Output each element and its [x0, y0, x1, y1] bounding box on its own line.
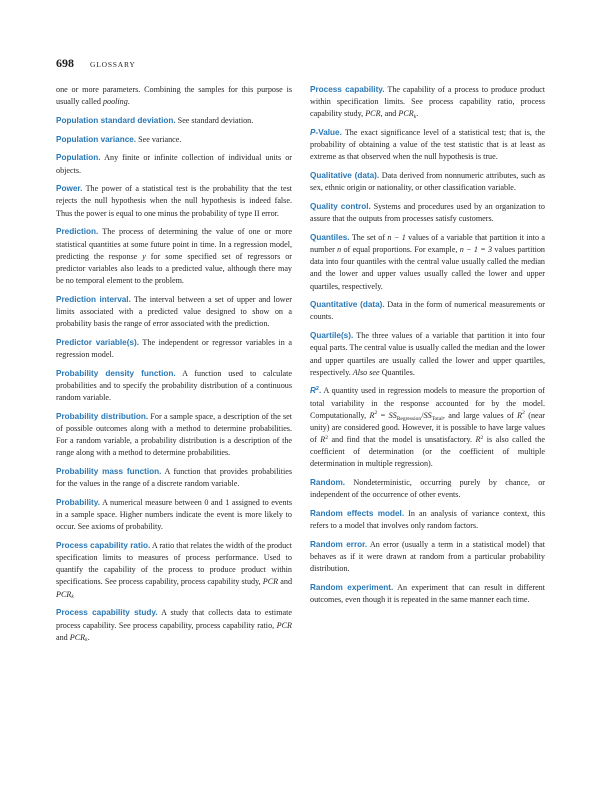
glossary-entry-power: Power. The power of a statistical test is the probability that the test rejects the null hypothesis when the null hypothesis is indeed false. Thus the power is equal to one minus the probability of type II error. [56, 184, 292, 218]
glossary-term: P-Value. [310, 128, 342, 138]
glossary-entry-probability-mass-function: Probability mass function. A function that provides probabilities for the values in the range of a discrete random variable. [56, 467, 292, 489]
glossary-term: Process capability study. [56, 608, 158, 618]
glossary-entry-predictor-variables: Predictor variable(s). The independent or regressor variables in a regression model. [56, 337, 292, 359]
glossary-entry-probability-distribution: Probability distribution. For a sample space, a description of the set of possible outcomes along with a method to determine probabilities. For a random variable, a probability distribution is a description of the range along with a method to determine probabilities. [56, 411, 292, 458]
glossary-entry-probability-density-function: Probability density function. A function used to calculate probabilities and to specify the probability distribution of a continuous random variable. [56, 368, 292, 403]
glossary-term: Random experiment. [310, 583, 394, 592]
glossary-term: Population variance. [56, 134, 137, 144]
glossary-term: Predictor variable(s). [56, 337, 139, 347]
glossary-term: Random effects model. [310, 509, 405, 519]
glossary-term: Power. [56, 184, 83, 194]
glossary-entry-continuation: one or more parameters. Combining the samples for this purpose is usually called pooling. [56, 85, 292, 107]
glossary-entry-process-capability: Process capability. The capability of a process to produce product within specification limits. See process capability ratio, process capability study, PCR, and $PCR_k$. [310, 85, 545, 121]
glossary-entry-random-error: Random error. An error (usually a term in a statistical model) that behaves as if it were drawn at random from a particular probability distribution. [310, 539, 545, 574]
left-column [56, 84, 292, 650]
right-column [310, 84, 545, 613]
glossary-entry-prediction: Prediction. The process of determining the value of one or more statistical quantities at some future point in time. In a regression model, predicting the response y for some specified set of regressors or predictor variables also leads to a predicted value, although there may be no temporal element to the problem. [56, 227, 293, 285]
glossary-entry-quality-control: Quality control. Systems and procedures used by an organization to assure that the outputs from processes satisfy customers. [310, 202, 545, 224]
glossary-entry-random-effects-model: Random effects model. In an analysis of variance context, this refers to a model that involves only random factors. [310, 509, 545, 531]
glossary-term: Random. [310, 478, 346, 488]
glossary-entry-process-capability-study: Process capability study. A study that collects data to estimate process capability. See process capability, process capability ratio, PCR and $PCR_k$. [56, 608, 292, 644]
glossary-term: Probability density function. [56, 368, 176, 378]
glossary-entry-population-variance: Population variance. See variance. [56, 134, 182, 144]
glossary-term: Prediction interval. [56, 294, 131, 304]
glossary-term: Quantiles. [310, 232, 350, 242]
glossary-term: $R^2$. [310, 385, 322, 396]
glossary-term: Probability. [56, 497, 100, 507]
glossary-term: Population standard deviation. [56, 115, 176, 125]
glossary-entry-quantiles: Quantiles. The set of n − 1 values of a variable that partition it into a number n of equal proportions. For example, n − 1 = 3 values partition data into four quantiles with the central value usually called the median and the lower and upper values usually called the lower and upper quartiles, respectively. [310, 232, 545, 291]
glossary-term: Process capability ratio. [56, 540, 151, 550]
glossary-term: Probability mass function. [56, 467, 162, 476]
glossary-term: Quality control. [310, 202, 371, 212]
glossary-term: Population. [56, 153, 101, 163]
glossary-term: Qualitative (data). [310, 171, 380, 181]
glossary-term: Quantitative (data). [310, 300, 385, 310]
glossary-entry-p-value: P-Value. The exact significance level of a statistical test; that is, the probability of obtaining a value of the test statistic that is at least as extreme as that observed when the null hypothesis is true. [310, 128, 545, 162]
glossary-term: Probability distribution. [56, 411, 149, 421]
glossary-term: Process capability. [310, 85, 385, 94]
glossary-entry-prediction-interval: Prediction interval. The interval between a set of upper and lower limits associated with a predicted value designed to show on a probability basis the range of error associated with the prediction. [56, 294, 292, 329]
glossary-entry-quantitative-data: Quantitative (data). Data in the form of numerical measurements or counts. [310, 300, 546, 322]
glossary-entry-process-capability-ratio: Process capability ratio. A ratio that relates the width of the product specification limits to measures of process performance. Used to quantify the capability of the process to produce product within specifications. See process capability, process capability study, PCR and $PCR_k$ [56, 540, 293, 601]
glossary-entry-probability: Probability. A numerical measure between 0 and 1 assigned to events in a sample space. Higher numbers indicate the event is more likely to occur. See axioms of probability. [56, 497, 292, 532]
glossary-term: Prediction. [56, 227, 99, 237]
glossary-term: Random error. [310, 539, 368, 549]
glossary-entry-random: Random. Nondeterministic, occurring purely by chance, or independent of the occurrence of other events. [310, 478, 545, 500]
glossary-term: Quartile(s). [310, 331, 354, 341]
glossary-entry-population-standard-deviation: Population standard deviation. See standard deviation. [56, 115, 254, 125]
glossary-entry-population: Population. Any finite or infinite collection of individual units or objects. [56, 153, 292, 175]
glossary-entry-qualitative-data: Qualitative (data). Data derived from nonnumeric attributes, such as sex, ethnic origin or nationality, or other classification variable. [310, 171, 545, 193]
page-header [56, 56, 136, 71]
page-number: 698 [56, 56, 74, 70]
glossary-entry-random-experiment: Random experiment. An experiment that can result in different outcomes, even though it is repeated in the same manner each time. [310, 583, 545, 605]
glossary-entry-r-squared: $R^2$. A quantity used in regression models to measure the proportion of total variability in the response accounted for by the model. Computationally, $R^2 = SS_{Regression}/SS_{Total}$, and large values of $R^2$ (near unity) are considered good. However, it is possible to have large values of $R^2$ and find that the model is unsatisfactory. $R^2$ is also called the coefficient of determination (or the coefficient of multiple determination in multiple regression). [310, 385, 545, 469]
running-title: GLOSSARY [90, 60, 136, 69]
glossary-entry-quartiles: Quartile(s). The three values of a variable that partition it into four equal parts. The central value is usually called the median and the lower and upper quartiles are usually called the lower and upper quartiles, respectively. Also see Quantiles. [310, 331, 545, 377]
